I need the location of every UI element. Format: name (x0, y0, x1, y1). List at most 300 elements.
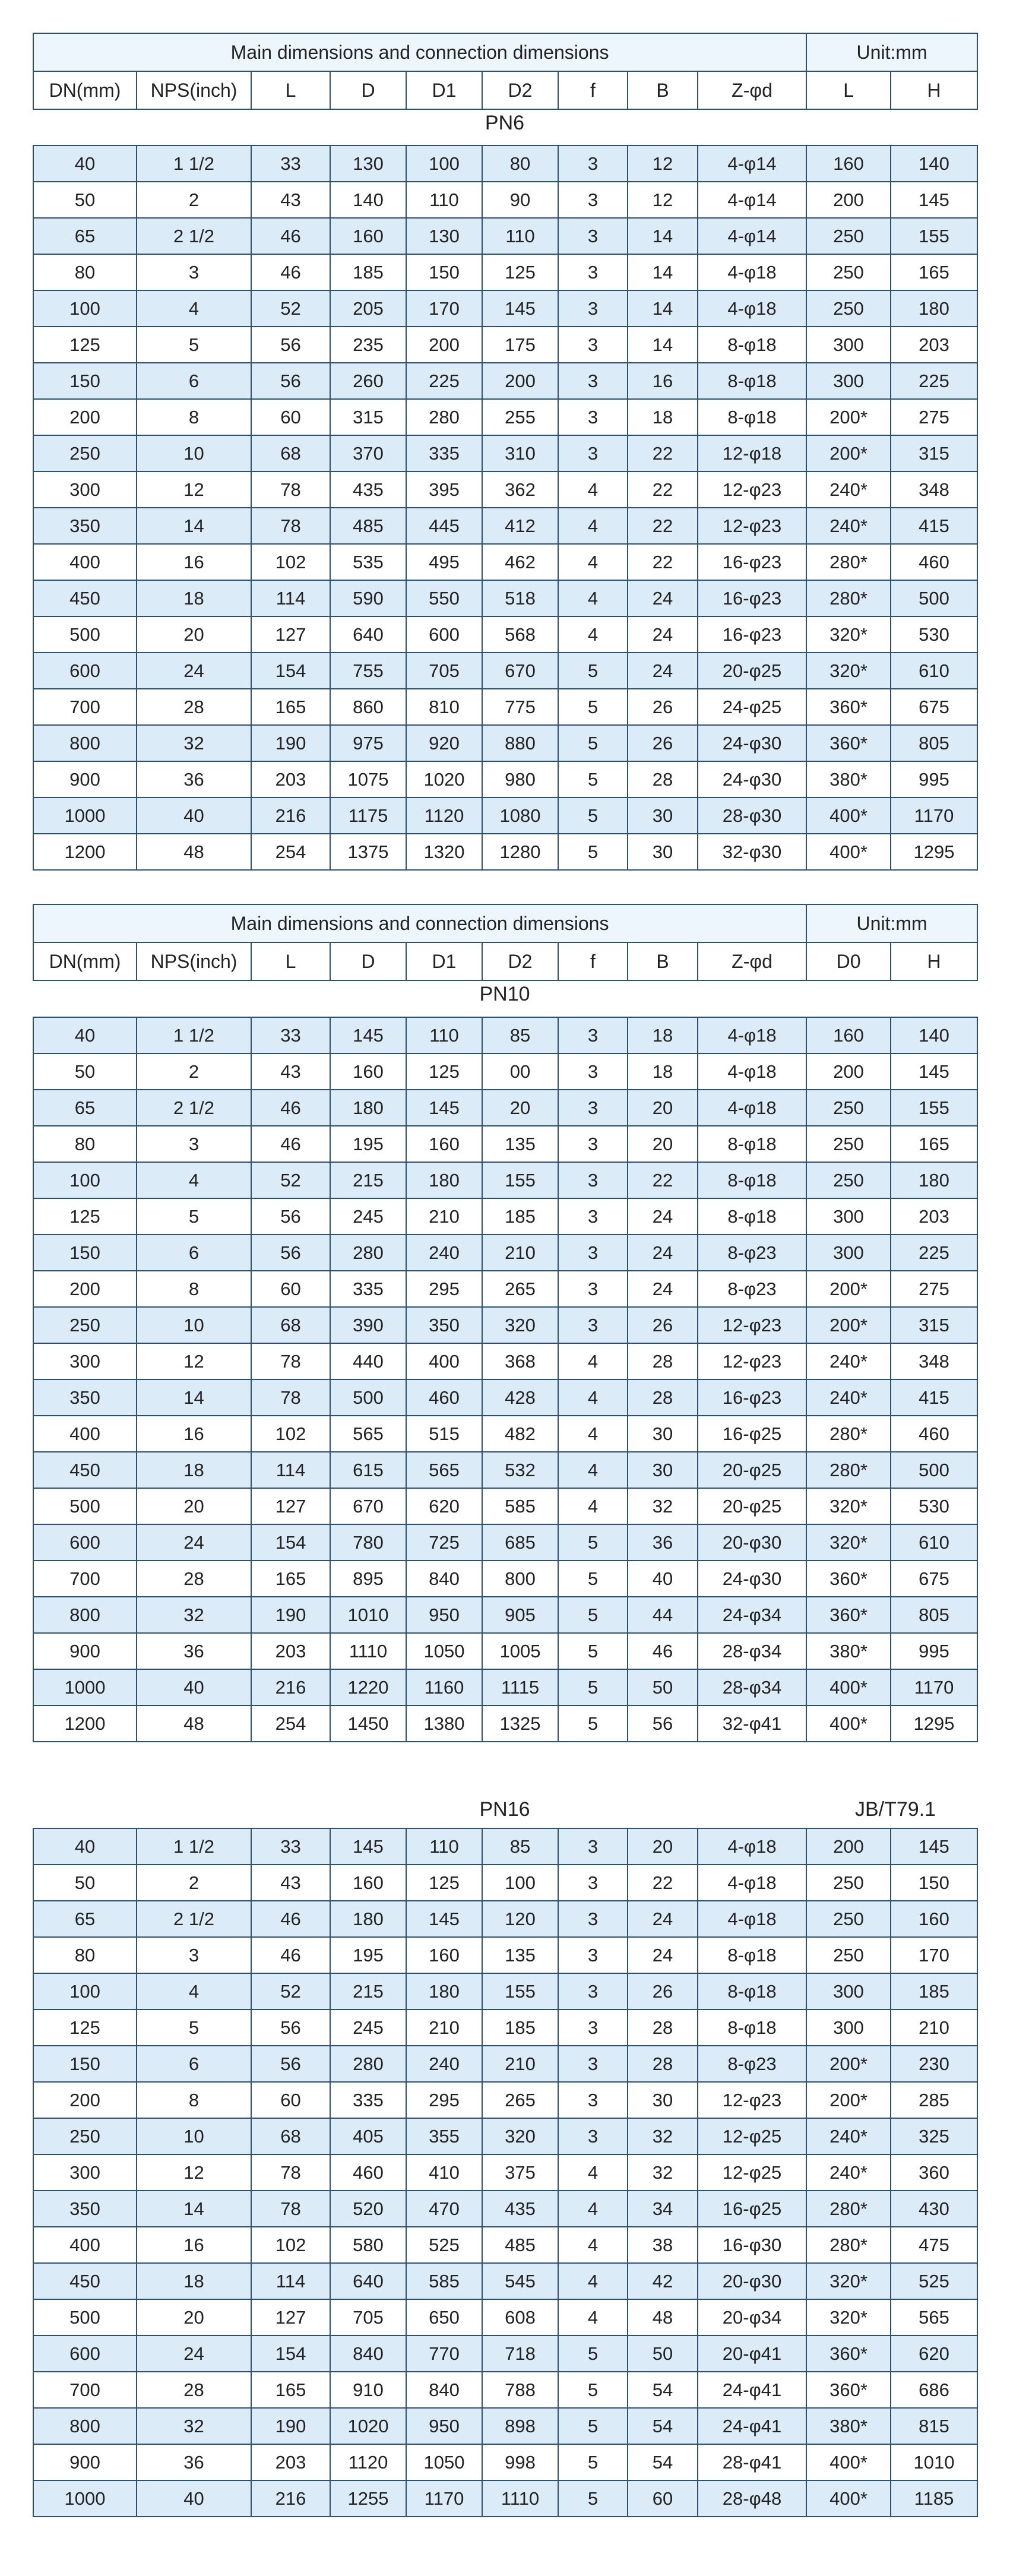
table-cell: 240 (406, 2046, 482, 2082)
table-cell: 145 (891, 1053, 977, 1090)
col-header: D1 (406, 942, 482, 980)
table-cell: 200* (806, 2082, 891, 2118)
table-cell: 8 (137, 399, 251, 435)
table-cell: 415 (891, 1379, 977, 1416)
table-cell: 800 (33, 1597, 137, 1633)
table-cell: 4 (558, 580, 628, 616)
table-cell: 350 (406, 1307, 482, 1343)
table-cell: 1 1/2 (137, 1017, 251, 1053)
table-cell: 400 (406, 1343, 482, 1379)
table-cell: 705 (330, 2299, 406, 2336)
table-cell: 3 (558, 399, 628, 435)
table-cell: 33 (251, 1828, 330, 1865)
table-cell: 24 (628, 1198, 698, 1235)
table-row (33, 1126, 977, 1162)
table-cell: 20-φ34 (698, 2299, 806, 2336)
table-cell: 24 (628, 1235, 698, 1271)
table-cell: 800 (33, 725, 137, 761)
table-cell: 5 (558, 689, 628, 725)
table-cell: 26 (628, 689, 698, 725)
table-cell: 40 (33, 1828, 137, 1865)
table-cell: 10 (137, 435, 251, 471)
table-cell: 32-φ30 (698, 834, 806, 870)
table-cell: 4 (558, 1379, 628, 1416)
table-cell: 195 (330, 1126, 406, 1162)
table-cell: 160 (330, 1865, 406, 1901)
table-cell: 600 (33, 653, 137, 689)
table-cell: 3 (558, 254, 628, 290)
table-cell: 3 (558, 1901, 628, 1937)
table-cell: 32 (628, 1488, 698, 1524)
table-cell: 12-φ18 (698, 435, 806, 471)
table-cell: 30 (628, 834, 698, 870)
table-cell: 950 (406, 1597, 482, 1633)
table-cell: 895 (330, 1561, 406, 1597)
table-cell: 500 (33, 1488, 137, 1524)
table-cell: 36 (137, 761, 251, 798)
table-cell: 145 (330, 1017, 406, 1053)
table-cell: 43 (251, 1053, 330, 1090)
table-cell: 43 (251, 182, 330, 218)
table-cell: 482 (482, 1416, 558, 1452)
table-cell: 48 (137, 834, 251, 870)
table-cell: 240* (806, 508, 891, 544)
table-cell: 550 (406, 580, 482, 616)
table-cell: 1295 (891, 834, 977, 870)
table-cell: 40 (137, 798, 251, 834)
table-row (33, 653, 977, 689)
table-cell: 1010 (330, 1597, 406, 1633)
table-cell: 65 (33, 1901, 137, 1937)
table-cell: 12-φ23 (698, 2082, 806, 2118)
table-cell: 295 (406, 1271, 482, 1307)
table-cell: 700 (33, 2372, 137, 2408)
table-cell: 320* (806, 616, 891, 653)
table-cell: 460 (891, 544, 977, 580)
table-cell: 295 (406, 2082, 482, 2118)
table-cell: 145 (330, 1828, 406, 1865)
table-cell: 4-φ18 (698, 1090, 806, 1126)
table-cell: 4-φ18 (698, 1017, 806, 1053)
table-cell: 60 (251, 1271, 330, 1307)
table-cell: 180 (891, 290, 977, 327)
table-cell: 3 (137, 254, 251, 290)
table-row (33, 1828, 977, 1865)
table-cell: 400 (33, 544, 137, 580)
table-cell: 127 (251, 1488, 330, 1524)
table-cell: 280* (806, 544, 891, 580)
table-cell: 380* (806, 2408, 891, 2444)
table-cell: 18 (137, 2263, 251, 2299)
table-cell: 34 (628, 2191, 698, 2227)
table-cell: 300 (33, 2154, 137, 2191)
table-row (33, 689, 977, 725)
table-cell: 210 (482, 1235, 558, 1271)
table-cell: 3 (558, 1162, 628, 1198)
table-cell: 8-φ18 (698, 1973, 806, 2009)
table-cell: 245 (330, 1198, 406, 1235)
table-cell: 36 (137, 1633, 251, 1669)
table-row (33, 182, 977, 218)
table-cell: 50 (33, 1865, 137, 1901)
table-cell: 16-φ23 (698, 1379, 806, 1416)
table-cell: 145 (891, 1828, 977, 1865)
table-cell: 3 (558, 2046, 628, 2082)
table-cell: 565 (330, 1416, 406, 1452)
table-cell: 2 (137, 1865, 251, 1901)
table-cell: 28 (137, 2372, 251, 2408)
table-cell: 14 (628, 290, 698, 327)
table-cell: 1220 (330, 1669, 406, 1705)
table-cell: 280* (806, 1452, 891, 1488)
table-cell: 5 (558, 1561, 628, 1597)
table-cell: 125 (33, 1198, 137, 1235)
table-cell: 125 (482, 254, 558, 290)
table-cell: 1200 (33, 1705, 137, 1742)
table-cell: 140 (891, 145, 977, 182)
table-cell: 3 (558, 182, 628, 218)
table-cell: 2 (137, 182, 251, 218)
table-cell: 85 (482, 1828, 558, 1865)
table-cell: 920 (406, 725, 482, 761)
table-row (33, 363, 977, 399)
table-cell: 3 (558, 1017, 628, 1053)
unit-label: Unit:mm (806, 33, 977, 71)
table-cell: 450 (33, 1452, 137, 1488)
table-cell: 225 (891, 363, 977, 399)
table-cell: 355 (406, 2118, 482, 2154)
table-cell: 46 (251, 1090, 330, 1126)
table-cell: 4-φ14 (698, 218, 806, 254)
table-cell: 4 (558, 616, 628, 653)
table-cell: 725 (406, 1524, 482, 1561)
table-cell: 705 (406, 653, 482, 689)
table-cell: 48 (628, 2299, 698, 2336)
unit-label: Unit:mm (806, 904, 977, 942)
table-cell: 950 (406, 2408, 482, 2444)
table-cell: 22 (628, 1865, 698, 1901)
table-cell: 900 (33, 761, 137, 798)
table-cell: 300 (806, 1973, 891, 2009)
table-cell: 675 (891, 689, 977, 725)
table-cell: 60 (628, 2480, 698, 2517)
table-cell: 160 (330, 218, 406, 254)
table-cell: 28 (628, 1343, 698, 1379)
table-row (33, 290, 977, 327)
table-cell: 24 (628, 1901, 698, 1937)
table-cell: 280* (806, 2227, 891, 2263)
table-row (33, 254, 977, 290)
table-cell: 1450 (330, 1705, 406, 1742)
table-cell: 788 (482, 2372, 558, 2408)
table-cell: 428 (482, 1379, 558, 1416)
table-cell: 16-φ23 (698, 544, 806, 580)
table-cell: 165 (251, 1561, 330, 1597)
table-row (33, 725, 977, 761)
table-cell: 320* (806, 1488, 891, 1524)
table-cell: 1200 (33, 834, 137, 870)
table-cell: 85 (482, 1017, 558, 1053)
table-row (33, 1597, 977, 1633)
col-header: B (628, 71, 698, 109)
table-cell: 1 1/2 (137, 145, 251, 182)
table-cell: 300 (806, 327, 891, 363)
table-cell: 8-φ18 (698, 2009, 806, 2046)
table-cell: 5 (558, 1633, 628, 1669)
table-cell: 3 (558, 2009, 628, 2046)
table-cell: 110 (406, 182, 482, 218)
table-cell: 200 (33, 399, 137, 435)
table-cell: 230 (891, 2046, 977, 2082)
table-cell: 78 (251, 471, 330, 508)
table-cell: 24-φ41 (698, 2408, 806, 2444)
table-cell: 60 (251, 399, 330, 435)
table-cell: 400* (806, 1705, 891, 1742)
table-cell: 100 (33, 290, 137, 327)
table-cell: 250 (806, 1901, 891, 1937)
table-cell: 205 (330, 290, 406, 327)
table-cell: 280 (330, 1235, 406, 1271)
table-cell: 335 (330, 1271, 406, 1307)
table-cell: 500 (330, 1379, 406, 1416)
table-cell: 315 (891, 435, 977, 471)
table-cell: 320 (482, 2118, 558, 2154)
table-cell: 12-φ25 (698, 2154, 806, 2191)
table-row (33, 508, 977, 544)
table-row (33, 2009, 977, 2046)
table-cell: 20-φ25 (698, 1452, 806, 1488)
table-cell: 3 (558, 1053, 628, 1090)
table-cell: 4 (558, 544, 628, 580)
table-cell: 240* (806, 1379, 891, 1416)
table-cell: 127 (251, 616, 330, 653)
table-cell: 4-φ18 (698, 1901, 806, 1937)
table-row (33, 1017, 977, 1053)
table-cell: 675 (891, 1561, 977, 1597)
table-cell: 8-φ23 (698, 1235, 806, 1271)
table-cell: 36 (137, 2444, 251, 2480)
table-cell: 165 (251, 689, 330, 725)
table-cell: 840 (406, 1561, 482, 1597)
table-cell: 32 (137, 1597, 251, 1633)
table-cell: 4-φ18 (698, 1828, 806, 1865)
table-cell: 203 (251, 1633, 330, 1669)
table-cell: 400 (33, 1416, 137, 1452)
table-cell: 20-φ30 (698, 2263, 806, 2299)
table-cell: 22 (628, 1162, 698, 1198)
table-cell: 3 (558, 218, 628, 254)
table-cell: 1325 (482, 1705, 558, 1742)
table-cell: 20 (628, 1090, 698, 1126)
table-cell: 640 (330, 616, 406, 653)
table-cell: 145 (406, 1901, 482, 1937)
col-header: D2 (482, 71, 558, 109)
table-cell: 24 (628, 616, 698, 653)
table-row (33, 2372, 977, 2408)
table-cell: 65 (33, 1090, 137, 1126)
table-cell: 4 (558, 2299, 628, 2336)
table-cell: 608 (482, 2299, 558, 2336)
table-cell: 5 (558, 761, 628, 798)
table-cell: 4 (558, 2227, 628, 2263)
table-cell: 1020 (406, 761, 482, 798)
table-cell: 5 (137, 2009, 251, 2046)
table-cell: 435 (330, 471, 406, 508)
table-cell: 5 (558, 2408, 628, 2444)
table-cell: 102 (251, 544, 330, 580)
table-cell: 4 (137, 1162, 251, 1198)
table-cell: 670 (482, 653, 558, 689)
table-cell: 60 (251, 2082, 330, 2118)
table-cell: 160 (406, 1937, 482, 1973)
table-cell: 78 (251, 2154, 330, 2191)
table-row (33, 2299, 977, 2336)
table-cell: 28-φ34 (698, 1633, 806, 1669)
table-cell: 770 (406, 2336, 482, 2372)
pressure-label-pn10: PN10 (479, 983, 530, 1005)
table-cell: 450 (33, 2263, 137, 2299)
table-cell: 10 (137, 1307, 251, 1343)
table-cell: 250 (806, 254, 891, 290)
table-cell: 5 (558, 1705, 628, 1742)
table-cell: 530 (891, 1488, 977, 1524)
table-cell: 300 (806, 1235, 891, 1271)
table-row (33, 1090, 977, 1126)
table-cell: 14 (628, 218, 698, 254)
col-header: D (330, 942, 406, 980)
table-cell: 102 (251, 1416, 330, 1452)
table-cell: 14 (628, 254, 698, 290)
table-cell: 805 (891, 1597, 977, 1633)
table-cell: 390 (330, 1307, 406, 1343)
table-cell: 195 (330, 1937, 406, 1973)
table-cell: 265 (482, 2082, 558, 2118)
table-cell: 165 (891, 1126, 977, 1162)
table-cell: 568 (482, 616, 558, 653)
table-cell: 515 (406, 1416, 482, 1452)
table-cell: 254 (251, 834, 330, 870)
table-cell: 56 (251, 327, 330, 363)
table-cell: 840 (330, 2336, 406, 2372)
table-cell: 240 (406, 1235, 482, 1271)
table-cell: 1160 (406, 1669, 482, 1705)
table-cell: 300 (806, 2009, 891, 2046)
table-cell: 755 (330, 653, 406, 689)
table-cell: 40 (33, 1017, 137, 1053)
table-cell: 28-φ30 (698, 798, 806, 834)
table-cell: 46 (251, 1901, 330, 1937)
table-cell: 4 (558, 1416, 628, 1452)
table-cell: 240* (806, 471, 891, 508)
table-cell: 135 (482, 1126, 558, 1162)
table-cell: 350 (33, 2191, 137, 2227)
table-row (33, 2263, 977, 2299)
col-header: Z-φd (698, 71, 806, 109)
table-cell: 210 (406, 2009, 482, 2046)
table-row (33, 834, 977, 870)
table-cell: 20 (137, 2299, 251, 2336)
table-cell: 8-φ23 (698, 1271, 806, 1307)
table-cell: 150 (406, 254, 482, 290)
table-cell: 320* (806, 2299, 891, 2336)
table-cell: 1120 (406, 798, 482, 834)
table-cell: 28-φ34 (698, 1669, 806, 1705)
table-cell: 155 (891, 218, 977, 254)
col-header: D1 (406, 71, 482, 109)
table-cell: 125 (33, 2009, 137, 2046)
table-cell: 4 (558, 2154, 628, 2191)
table-cell: 5 (558, 2444, 628, 2480)
table-cell: 190 (251, 2408, 330, 2444)
table-cell: 36 (628, 1524, 698, 1561)
table-cell: 1320 (406, 834, 482, 870)
table-cell: 1 1/2 (137, 1828, 251, 1865)
table-cell: 348 (891, 1343, 977, 1379)
table-cell: 160 (891, 1901, 977, 1937)
table-cell: 3 (558, 363, 628, 399)
table-cell: 170 (406, 290, 482, 327)
col-header: H (891, 71, 977, 109)
table-cell: 52 (251, 1162, 330, 1198)
table-cell: 375 (482, 2154, 558, 2191)
table-cell: 24 (628, 580, 698, 616)
table-cell: 30 (628, 1452, 698, 1488)
table-cell: 180 (406, 1973, 482, 2009)
table-cell: 545 (482, 2263, 558, 2299)
table-cell: 2 1/2 (137, 1090, 251, 1126)
table-cell: 3 (558, 1307, 628, 1343)
col-header: DN(mm) (33, 942, 137, 980)
table-cell: 14 (137, 1379, 251, 1416)
table-cell: 8-φ18 (698, 399, 806, 435)
table-cell: 68 (251, 2118, 330, 2154)
table-cell: 280 (406, 399, 482, 435)
table-cell: 1000 (33, 798, 137, 834)
table-cell: 12 (137, 1343, 251, 1379)
table-cell: 400* (806, 798, 891, 834)
table-cell: 150 (33, 1235, 137, 1271)
table-cell: 56 (251, 363, 330, 399)
table-cell: 1170 (891, 1669, 977, 1705)
table-cell: 190 (251, 725, 330, 761)
table-cell: 250 (806, 1162, 891, 1198)
header-title: Main dimensions and connection dimensions (33, 904, 806, 942)
table-cell: 235 (330, 327, 406, 363)
table-row (33, 399, 977, 435)
table-cell: 4 (558, 508, 628, 544)
table-row (33, 435, 977, 471)
table-cell: 565 (891, 2299, 977, 2336)
table-cell: 145 (482, 290, 558, 327)
table-cell: 580 (330, 2227, 406, 2263)
table-cell: 170 (891, 1937, 977, 1973)
table-cell: 410 (406, 2154, 482, 2191)
table-cell: 180 (406, 1162, 482, 1198)
table-cell: 12 (137, 2154, 251, 2191)
table-cell: 80 (482, 145, 558, 182)
table-cell: 250 (806, 1126, 891, 1162)
table-cell: 335 (406, 435, 482, 471)
table-cell: 28 (628, 1379, 698, 1416)
table-cell: 20 (137, 616, 251, 653)
table2-header (33, 904, 978, 981)
table-cell: 160 (806, 145, 891, 182)
table-cell: 1185 (891, 2480, 977, 2517)
table-cell: 4-φ14 (698, 182, 806, 218)
table-cell: 530 (891, 616, 977, 653)
table-row (33, 1561, 977, 1597)
table1-body (33, 145, 978, 871)
